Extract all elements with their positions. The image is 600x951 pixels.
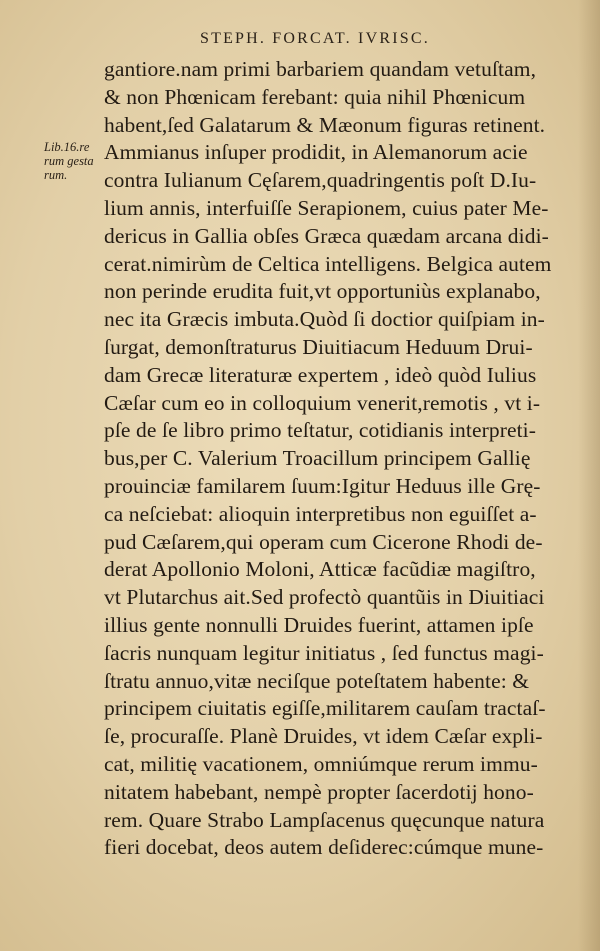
marginal-note-line: rum gesta: [44, 154, 94, 168]
marginal-note-line: rum.: [44, 168, 68, 182]
marginal-note-line: Lib.16.re: [44, 140, 90, 154]
text-line: dericus in Gallia obſes Græca quædam arcana didi-: [104, 223, 549, 248]
text-line: ſacris nunquam legitur initiatus , ſed functus magi-: [104, 640, 544, 665]
text-line: nec ita Græcis imbuta.Quòd ſi doctior quiſpiam in-: [104, 307, 545, 332]
text-line: Cæſar cum eo in colloquium venerit,remotis , vt i-: [104, 390, 541, 415]
text-line: bus,per C. Valerium Troacillum principem Gallię: [104, 446, 531, 471]
text-line: non perinde erudita fuit,vt opportuniùs explanabo,: [104, 279, 541, 304]
text-line: habent,ſed Galatarum & Mæonum figuras retinent.: [104, 112, 546, 137]
text-line: dam Grecæ literaturæ expertem , ideò quòd Iulius: [104, 362, 537, 387]
text-line: pſe de ſe libro primo teſtatur, cotidianis interpreti-: [104, 418, 537, 443]
running-header: STEPH. FORCAT. IVRISC.: [200, 30, 430, 47]
text-line: principem ciuitatis egiſſe,militarem cauſam tractaſ-: [104, 696, 546, 721]
text-line: lium annis, interfuiſſe Serapionem, cuius pater Me-: [104, 195, 549, 220]
text-line: prouinciæ familarem ſuum:Igitur Heduus ille Grę-: [104, 473, 541, 498]
text-line: ſurgat, demonſtraturus Diuitiacum Heduum Drui-: [104, 334, 533, 359]
text-line: cerat.nimirùm de Celtica intelligens. Belgica autem: [104, 251, 552, 276]
text-line: Ammianus inſuper prodidit, in Alemanorum acie: [104, 140, 528, 165]
text-line: contra Iulianum Cęſarem,quadringentis poſt D.Iu-: [104, 168, 537, 193]
text-line: & non Phœnicam ferebant: quia nihil Phœnicum: [104, 84, 526, 109]
text-line: ſtratu annuo,vitæ neciſque poteſtatem habente: &: [104, 668, 530, 693]
marginal-note: [44, 140, 106, 182]
text-line: derat Apollonio Moloni, Atticæ facũdiæ magiſtro,: [104, 557, 536, 582]
text-line: cat, militię vacationem, omniúmque rerum immu-: [104, 751, 538, 776]
body-text: [104, 56, 584, 862]
text-line: ſe, procuraſſe. Planè Druides, vt idem Cæſar expli-: [104, 724, 543, 749]
text-line: ca neſciebat: alioquin interpretibus non eguiſſet a-: [104, 501, 537, 526]
text-line: pud Cæſarem,qui operam cum Cicerone Rhodi de-: [104, 529, 543, 554]
text-line: fieri docebat, deos autem deſiderec:cúmque mune-: [104, 835, 544, 860]
text-line: gantiore.nam primi barbariem quandam vetuſtam,: [104, 57, 537, 81]
text-line: vt Plutarchus ait.Sed profectò quantũis in Diuitiaci: [104, 585, 545, 610]
text-line: rem. Quare Strabo Lampſacenus quęcunque natura: [104, 807, 545, 832]
text-line: illius gente nonnulli Druides fuerint, attamen ipſe: [104, 612, 534, 637]
text-line: nitatem habebant, nempè propter ſacerdotij hono-: [104, 779, 534, 804]
